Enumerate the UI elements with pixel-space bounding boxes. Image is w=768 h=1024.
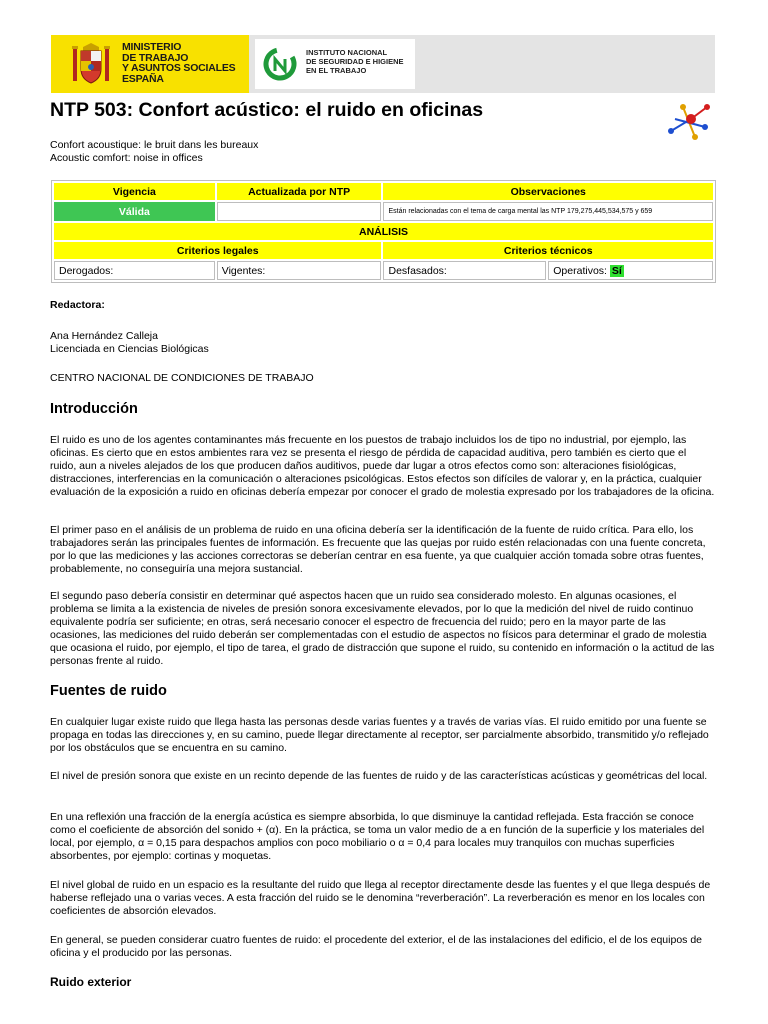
sources-paragraph-5: En general, se pueden considerar cuatro fuentes de ruido: el procedente del exterior, el de las instalaciones del edificio, el de los equipos de oficina y el producido por las personas.	[50, 934, 703, 959]
criteria-technical-header: Criterios técnicos	[383, 242, 713, 259]
sources-paragraph-1: En cualquier lugar existe ruido que llega hasta las personas desde varias fuentes y a través de varias vías. El ruido emitido por una fuente se propaga en todas las direcciones y, en su camino, puede llegar directamente al receptor, ser parcialmente absorbido, transmitido y/o reflejado por los obstáculos que se encuentra en su camino.	[50, 716, 709, 754]
intro-paragraph-3: El segundo paso debería consistir en determinar qué aspectos hacen que un ruido sea considerado molesto. En algunas ocasiones, el problema se limita a la existencia de niveles de presión sonora excesivamente elevados, por lo que la medición del nivel de ruido continuo equivalente podría ser suficiente; en otras, será necesario conocer el espectro de frecuencia del ruido; pero en la mayor parte de las ocasiones, las mediciones del ruido deberán ser complementadas con el estudio de aspectos no físicos para determinar el grado de molestia que ocasiona el ruido, por ejemplo, el tipo de tarea, el grado de distracción que supone el ruido, su contenido en información o la actitud de las personas frente al ruido.	[50, 590, 715, 667]
intro-paragraph-1: El ruido es uno de los agentes contaminantes más frecuente en los puestos de trabajo incluidos los de tipo no industrial, por ejemplo, las oficinas. Es cierto que en estos ambientes rara vez se presenta el riesgo de pérdida de capacidad auditiva, pero también es cierto que el ruido, aun a niveles alejados de los que producen daños auditivos, puede dar lugar a otros efectos como son: alteraciones fisiológicas, distracciones, interferencias en la comunicación o alteraciones psicológicas. Estos efectos son difíciles de valorar y, en la práctica, cualquier evaluación de la exposición a ruido en oficinas debería empezar por conocer el grado de molestia expresado por los trabajadores de la oficina.	[50, 434, 715, 498]
page-title: NTP 503: Confort acústico: el ruido en oficinas	[50, 99, 484, 121]
author-name: Ana Hernández Calleja	[50, 330, 158, 342]
heading-fuentes-de-ruido: Fuentes de ruido	[50, 683, 167, 699]
insht-logo	[255, 39, 415, 89]
heading-introduccion: Introducción	[50, 401, 138, 417]
insht-name: INSTITUTO NACIONAL DE SEGURIDAD E HIGIENE EN EL TRABAJO	[306, 48, 404, 75]
operativos-label: Operativos:	[553, 264, 607, 277]
sources-paragraph-4: El nivel global de ruido en un espacio es la resultante del ruido que llega al receptor directamente desde las fuentes y el que llega después de haberse reflejado una o varias veces. A esta fracción del ruido se le denomina “reverberación”. La reverberación es menor en los locales con coeficientes de absorción elevados.	[50, 879, 711, 917]
subtitle-english: Acoustic comfort: noise in offices	[50, 152, 203, 164]
observaciones-value: Están relacionadas con el tema de carga mental las NTP 179,275,445,534,575 y 659	[383, 202, 713, 221]
criteria-legal-header: Criterios legales	[54, 242, 381, 259]
vigencia-value: Válida	[54, 202, 215, 221]
ministry-logo	[51, 35, 249, 93]
desfasados-cell: Desfasados:	[383, 261, 546, 280]
author-degree: Licenciada en Ciencias Biológicas	[50, 343, 209, 355]
header-banner	[51, 35, 715, 93]
header-vigencia: Vigencia	[54, 183, 215, 200]
operativos-value: Sí	[611, 264, 622, 277]
operativos-cell	[548, 261, 713, 280]
intro-paragraph-2: El primer paso en el análisis de un problema de ruido en una oficina debería ser la identificación de la fuente de ruido crítica. Para ello, los trabajadores serán las principales fuentes de información. Es frecuente que las quejas por ruido estén relacionadas con una fuente concreta, por lo que las mediciones y las acciones correctoras se deberían centrar en esa fuente, ya que cualquier acción tomada sobre otras fuentes, probablemente, no conseguiría una mejora sustancial.	[50, 524, 706, 575]
ministry-name: MINISTERIO DE TRABAJO Y ASUNTOS SOCIALES ESPAÑA	[122, 41, 236, 85]
sources-paragraph-3: En una reflexión una fracción de la energía acústica es siempre absorbida, lo que disminuye la cantidad reflejada. Esta fracción se conoce como el coeficiente de absorción del sonido + (α). En la práctica, se toma un valor medio de a en función de la superficie y los materiales del local, por ejemplo, α = 0,15 para despachos amplios con poco mobiliario o α = 0,4 para locales muy tranquilos con muchas superficies absorbentes, por ejemplo: cortinas y moquetas.	[50, 811, 705, 862]
derogados-cell: Derogados:	[54, 261, 215, 280]
heading-ruido-exterior: Ruido exterior	[50, 975, 132, 989]
header-observaciones: Observaciones	[383, 183, 713, 200]
vigentes-cell: Vigentes:	[217, 261, 382, 280]
subtitle-french: Confort acoustique: le bruit dans les bureaux	[50, 139, 259, 151]
header-actualizada: Actualizada por NTP	[217, 183, 382, 200]
analysis-header: ANÁLISIS	[54, 223, 713, 240]
actualizada-value	[217, 202, 382, 221]
status-table	[51, 180, 716, 283]
coat-of-arms-icon	[69, 41, 113, 87]
network-figure-icon	[665, 101, 713, 143]
author-label: Redactora:	[50, 299, 105, 311]
sources-paragraph-2: El nivel de presión sonora que existe en un recinto depende de las fuentes de ruido y de las características acústicas y geométricas del local.	[50, 770, 708, 782]
author-center: CENTRO NACIONAL DE CONDICIONES DE TRABAJO	[50, 372, 314, 384]
insht-ring-icon	[263, 47, 297, 81]
